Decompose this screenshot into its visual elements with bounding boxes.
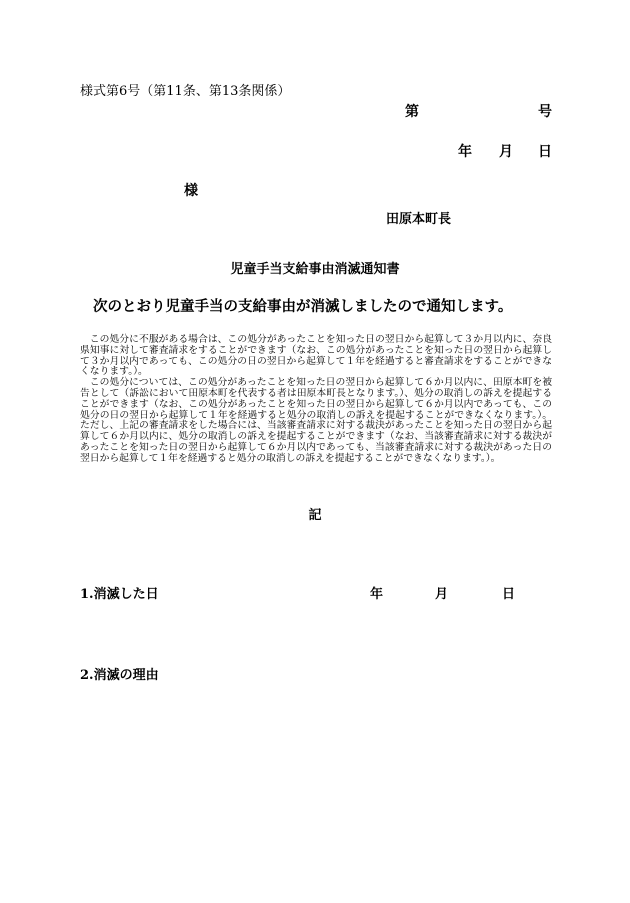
item-extinction-reason-label: 2.消滅の理由 <box>80 668 159 683</box>
item-extinction-date-label: 1.消滅した日 <box>80 587 159 602</box>
appeal-notice-paragraph-2: この処分については、この処分があったことを知った日の翌日から起算して６か月以内に、田原本町を被告として（訴訟において田原本町を代表する者は田原本町長となります。）、処分の取消しの訴えを提起することができます（なお、この処分があったことを知った日の翌日から起算して６か月以内であっても、この処分の日の翌日から起算して１年を経過すると処分の取消しの訴えを提起することができなくなります。）。ただし、上記の審査請求をした場合には、当該審査請求に対する裁決があったことを知った日の翌日から起算して６か月以内に、処分の取消しの訴えを提起することができます（なお、当該審査請求に対する裁決があったことを知った日の翌日から起算して６か月以内であっても、当該審査請求に対する裁決があった日の翌日から起算して１年を経過すると処分の取消しの訴えを提起することができなくなります。）。 <box>80 377 552 464</box>
issuer-name: 田原本町長 <box>386 212 452 227</box>
addressee-honorific: 様 <box>184 183 198 199</box>
document-number-prefix: 第 <box>405 104 419 120</box>
document-number-suffix: 号 <box>538 104 552 120</box>
lead-statement: 次のとおり児童手当の支給事由が消滅しましたので通知します。 <box>93 298 513 315</box>
issue-date-month: 月 <box>499 144 513 160</box>
issue-date-year: 年 <box>458 144 472 160</box>
extinction-date-month: 月 <box>435 587 449 602</box>
form-number: 様式第6号（第11条、第13条関係） <box>80 84 291 99</box>
document-title: 児童手当支給事由消滅通知書 <box>230 262 400 277</box>
extinction-date-year: 年 <box>370 587 384 602</box>
extinction-date-day: 日 <box>502 587 516 602</box>
issue-date-day: 日 <box>538 144 552 160</box>
appeal-notice <box>80 335 552 465</box>
ki-heading: 記 <box>308 508 322 523</box>
appeal-notice-paragraph-1: この処分に不服がある場合は、この処分があったことを知った日の翌日から起算して３か月以内に、奈良県知事に対して審査請求をすることができます（なお、この処分があったことを知った日の翌日から起算して３か月以内であっても、この処分の日の翌日から起算して１年を経過すると審査請求をすることができなくなります。）。 <box>80 334 552 378</box>
